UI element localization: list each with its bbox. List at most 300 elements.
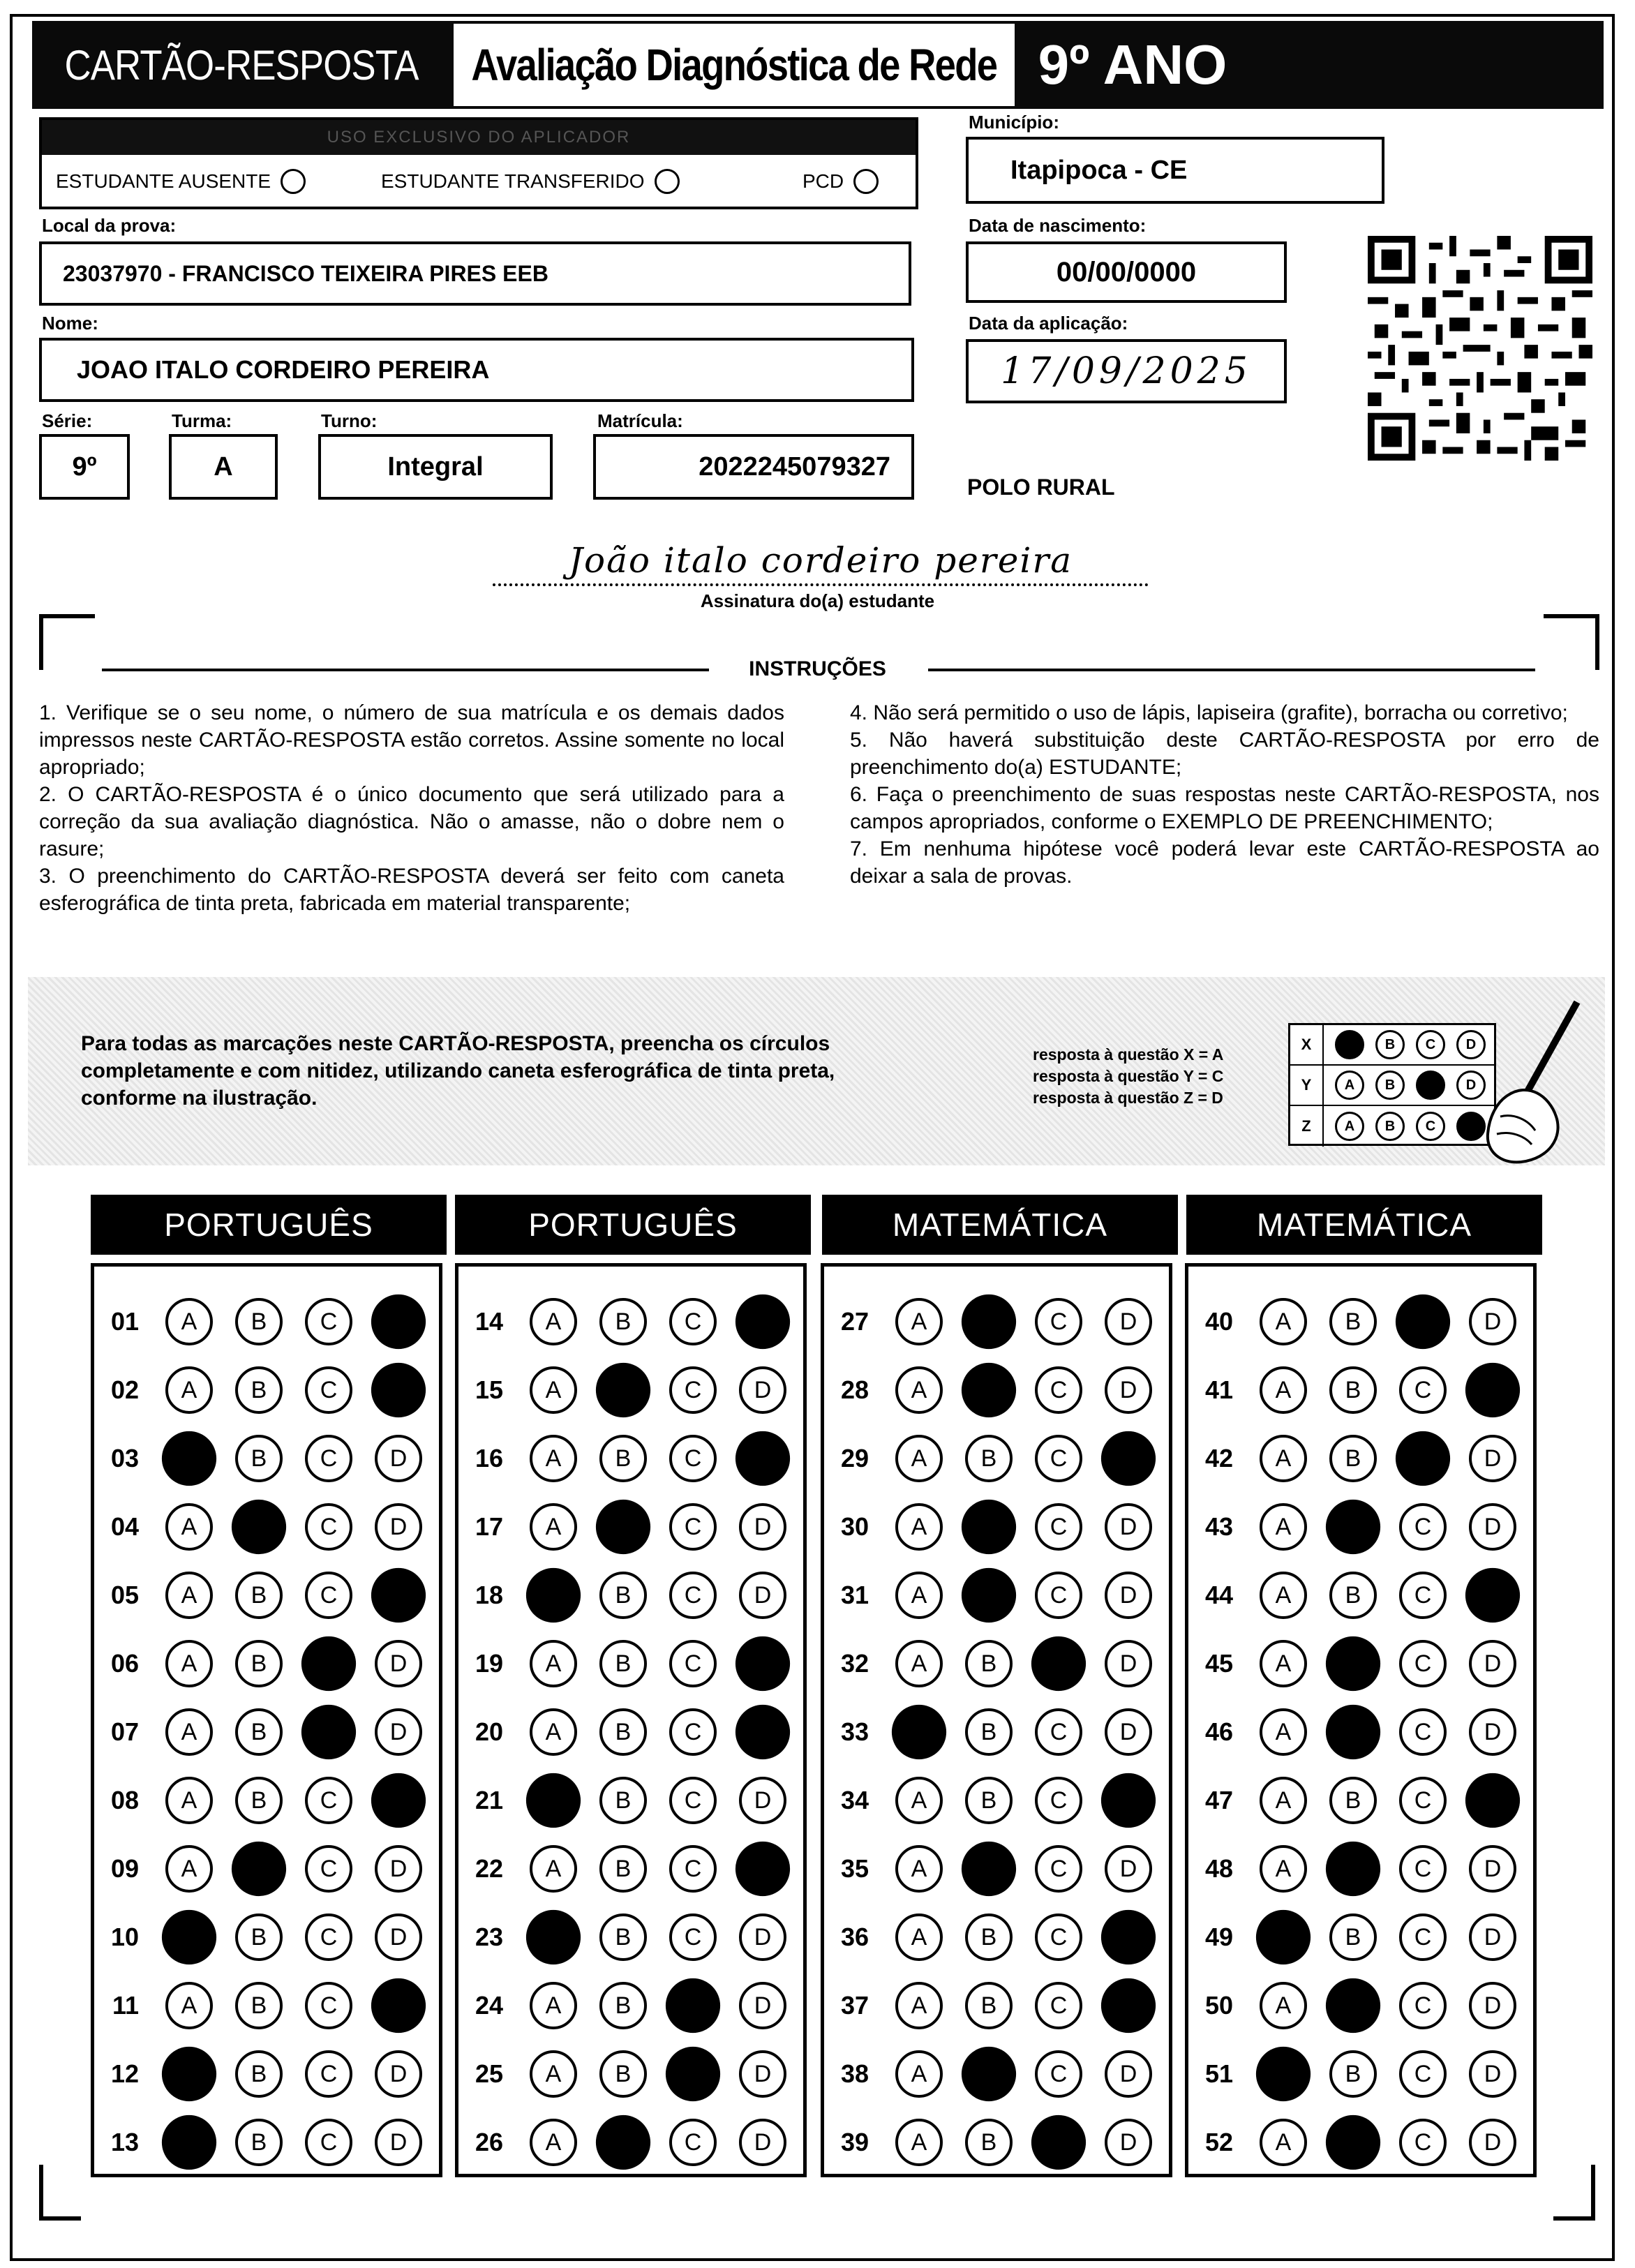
answer-bubble-a[interactable]: A bbox=[165, 1777, 213, 1824]
answer-bubble-c[interactable]: C bbox=[305, 1845, 352, 1893]
answer-bubble-c[interactable]: C bbox=[1399, 1503, 1447, 1551]
answer-bubble-b[interactable]: B bbox=[1329, 2050, 1377, 2098]
answer-bubble-b[interactable]: B bbox=[962, 1500, 1016, 1554]
question-number: 33 bbox=[840, 1717, 869, 1746]
answer-bubble-a[interactable]: A bbox=[1260, 1298, 1307, 1345]
answer-bubble-d[interactable]: D bbox=[1105, 1298, 1152, 1345]
absent-radio[interactable] bbox=[281, 169, 306, 194]
answer-bubble-d[interactable]: D bbox=[1469, 1708, 1516, 1756]
nome-field: JOAO ITALO CORDEIRO PEREIRA bbox=[39, 338, 914, 402]
answer-bubble-c[interactable]: C bbox=[1035, 1845, 1082, 1893]
question-number: 41 bbox=[1204, 1375, 1233, 1404]
answer-bubble-c[interactable]: C bbox=[666, 2047, 720, 2101]
answer-bubble-c[interactable]: C bbox=[669, 1777, 717, 1824]
answer-bubble-d[interactable]: D bbox=[371, 1363, 426, 1417]
answer-bubble-a[interactable]: A bbox=[530, 1640, 577, 1687]
question-number: 13 bbox=[110, 2128, 139, 2156]
answer-bubble-d[interactable]: D bbox=[1105, 1503, 1152, 1551]
answer-bubble-d[interactable]: D bbox=[371, 1295, 426, 1349]
question-number: 21 bbox=[475, 1786, 503, 1814]
answer-bubble-c[interactable]: C bbox=[1396, 1431, 1450, 1486]
question-number: 03 bbox=[110, 1444, 139, 1472]
answer-bubble-c[interactable]: C bbox=[669, 1708, 717, 1756]
example-bubble-c: C bbox=[1416, 1070, 1445, 1100]
question-row bbox=[94, 1903, 439, 1971]
answer-bubble-c[interactable]: C bbox=[305, 2119, 352, 2166]
answer-bubble-b[interactable]: B bbox=[1329, 1777, 1377, 1824]
answer-bubble-a[interactable]: A bbox=[165, 1503, 213, 1551]
municipio-field: Itapipoca - CE bbox=[966, 137, 1384, 204]
question-number: 06 bbox=[110, 1649, 139, 1678]
answer-bubble-c[interactable]: C bbox=[1396, 1295, 1450, 1349]
answer-bubble-a[interactable]: A bbox=[530, 1708, 577, 1756]
answer-bubble-a[interactable]: A bbox=[526, 1910, 581, 1964]
answer-bubble-c[interactable]: C bbox=[1031, 2115, 1086, 2170]
signature-line[interactable] bbox=[493, 530, 1149, 586]
absent-option[interactable] bbox=[56, 169, 306, 194]
question-number: 05 bbox=[110, 1581, 139, 1609]
answer-bubble-b[interactable]: B bbox=[1329, 1572, 1377, 1619]
instructions-title: INSTRUÇÕES bbox=[749, 657, 886, 680]
answer-bubble-b[interactable]: B bbox=[1326, 2115, 1380, 2170]
answer-bubble-b[interactable]: B bbox=[965, 2119, 1013, 2166]
question-number: 52 bbox=[1204, 2128, 1233, 2156]
answer-bubble-b[interactable]: B bbox=[1329, 1913, 1377, 1961]
answer-bubble-c[interactable]: C bbox=[1399, 1708, 1447, 1756]
answer-bubble-d[interactable]: D bbox=[1101, 1910, 1156, 1964]
section-header-1: PORTUGUÊS bbox=[91, 1195, 447, 1255]
answer-bubble-b[interactable]: B bbox=[235, 1366, 283, 1414]
example-grid bbox=[1288, 1023, 1496, 1146]
question-row bbox=[458, 1288, 803, 1356]
exam-title-text: Avaliação Diagnóstica de Rede bbox=[471, 40, 997, 90]
answer-bubble-c[interactable]: C bbox=[1399, 1572, 1447, 1619]
answer-bubble-a[interactable]: A bbox=[1260, 1708, 1307, 1756]
answer-bubble-b[interactable]: B bbox=[1326, 1500, 1380, 1554]
question-row bbox=[458, 1835, 803, 1903]
serie-label: Série: bbox=[42, 410, 93, 431]
answer-bubble-c[interactable]: C bbox=[1035, 1777, 1082, 1824]
question-row bbox=[458, 1971, 803, 2040]
answer-bubble-c[interactable]: C bbox=[1035, 1913, 1082, 1961]
answer-bubble-d[interactable]: D bbox=[1469, 1913, 1516, 1961]
section-answers-1 bbox=[91, 1263, 442, 2177]
answer-bubble-d[interactable]: D bbox=[739, 2119, 786, 2166]
bracket-bottom-left bbox=[39, 2165, 81, 2221]
answer-bubble-a[interactable]: A bbox=[895, 1845, 943, 1893]
answer-bubble-b[interactable]: B bbox=[965, 1640, 1013, 1687]
question-row bbox=[824, 2040, 1169, 2108]
answer-bubble-a[interactable]: A bbox=[162, 2115, 216, 2170]
answer-bubble-c[interactable]: C bbox=[1399, 1777, 1447, 1824]
answer-bubble-c[interactable]: C bbox=[1035, 1503, 1082, 1551]
answer-bubble-c[interactable]: C bbox=[305, 1572, 352, 1619]
answer-bubble-b[interactable]: B bbox=[599, 2050, 647, 2098]
answer-bubble-a[interactable]: A bbox=[895, 2050, 943, 2098]
question-number: 45 bbox=[1204, 1649, 1233, 1678]
answer-bubble-d[interactable]: D bbox=[1465, 1568, 1520, 1622]
answer-bubble-d[interactable]: D bbox=[739, 1503, 786, 1551]
answer-bubble-c[interactable]: C bbox=[1035, 1435, 1082, 1482]
answer-bubble-d[interactable]: D bbox=[1105, 2050, 1152, 2098]
answer-bubble-c[interactable]: C bbox=[669, 1572, 717, 1619]
answer-bubble-a[interactable]: A bbox=[530, 1982, 577, 2029]
answer-bubble-a[interactable]: A bbox=[165, 1366, 213, 1414]
question-row bbox=[824, 1561, 1169, 1629]
question-row bbox=[1188, 1493, 1533, 1561]
answer-bubble-d[interactable]: D bbox=[739, 1913, 786, 1961]
answer-bubble-c[interactable]: C bbox=[305, 1913, 352, 1961]
answer-bubble-d[interactable]: D bbox=[736, 1705, 790, 1759]
answer-bubble-a[interactable]: A bbox=[165, 1572, 213, 1619]
question-row bbox=[1188, 1288, 1533, 1356]
answer-bubble-c[interactable]: C bbox=[1399, 1913, 1447, 1961]
answer-bubble-c[interactable]: C bbox=[305, 1777, 352, 1824]
answer-bubble-b[interactable]: B bbox=[962, 1295, 1016, 1349]
answer-bubble-d[interactable]: D bbox=[736, 1842, 790, 1896]
question-row bbox=[824, 1835, 1169, 1903]
question-row bbox=[824, 1629, 1169, 1698]
answer-bubble-d[interactable]: D bbox=[1469, 1640, 1516, 1687]
example-bubble-a: A bbox=[1335, 1112, 1364, 1141]
answer-bubble-b[interactable]: B bbox=[965, 1435, 1013, 1482]
answer-bubble-b[interactable]: B bbox=[235, 1298, 283, 1345]
answer-bubble-d[interactable]: D bbox=[739, 1777, 786, 1824]
answer-bubble-a[interactable]: A bbox=[1260, 1640, 1307, 1687]
answer-bubble-c[interactable]: C bbox=[1035, 1366, 1082, 1414]
answer-bubble-c[interactable]: C bbox=[305, 1298, 352, 1345]
answer-bubble-d[interactable]: D bbox=[1105, 1708, 1152, 1756]
answer-bubble-a[interactable]: A bbox=[895, 1572, 943, 1619]
answer-bubble-a[interactable]: A bbox=[895, 1982, 943, 2029]
absent-label: ESTUDANTE AUSENTE bbox=[56, 170, 271, 192]
question-number: 34 bbox=[840, 1786, 869, 1814]
answer-bubble-d[interactable]: D bbox=[1101, 1431, 1156, 1486]
question-row bbox=[1188, 1903, 1533, 1971]
answer-bubble-a[interactable]: A bbox=[895, 1366, 943, 1414]
section-header-2: PORTUGUÊS bbox=[455, 1195, 811, 1255]
answer-bubble-a[interactable]: A bbox=[1260, 1845, 1307, 1893]
question-row bbox=[94, 2108, 439, 2177]
answer-bubble-a[interactable]: A bbox=[892, 1705, 946, 1759]
answer-bubble-b[interactable]: B bbox=[599, 1572, 647, 1619]
polo-label: POLO RURAL bbox=[967, 475, 1115, 500]
answer-bubble-c[interactable]: C bbox=[666, 1978, 720, 2033]
answer-bubble-b[interactable]: B bbox=[1329, 1366, 1377, 1414]
answer-bubble-c[interactable]: C bbox=[669, 1298, 717, 1345]
answer-bubble-a[interactable]: A bbox=[1260, 1777, 1307, 1824]
pcd-option[interactable] bbox=[802, 169, 879, 194]
answer-bubble-a[interactable]: A bbox=[895, 1435, 943, 1482]
answer-bubble-b[interactable]: B bbox=[596, 1500, 650, 1554]
pcd-radio[interactable] bbox=[853, 169, 879, 194]
question-number: 23 bbox=[475, 1923, 503, 1951]
answer-bubble-b[interactable]: B bbox=[962, 1842, 1016, 1896]
section-header-4: MATEMÁTICA bbox=[1186, 1195, 1542, 1255]
answer-bubble-b[interactable]: B bbox=[235, 1913, 283, 1961]
answer-bubble-a[interactable]: A bbox=[526, 1568, 581, 1622]
answer-bubble-b[interactable]: B bbox=[1326, 1978, 1380, 2033]
answer-bubble-a[interactable]: A bbox=[530, 1435, 577, 1482]
answer-bubble-c[interactable]: C bbox=[305, 1503, 352, 1551]
answer-bubble-b[interactable]: B bbox=[962, 1363, 1016, 1417]
answer-bubble-c[interactable]: C bbox=[1399, 1845, 1447, 1893]
answer-bubble-a[interactable]: A bbox=[530, 1366, 577, 1414]
question-number: 44 bbox=[1204, 1581, 1233, 1609]
municipio-label: Município: bbox=[969, 112, 1059, 133]
question-number: 10 bbox=[110, 1923, 139, 1951]
example-bubble-b: B bbox=[1375, 1030, 1405, 1059]
answer-bubble-a[interactable]: A bbox=[1260, 1435, 1307, 1482]
answer-bubble-d[interactable]: D bbox=[1469, 1503, 1516, 1551]
answer-bubble-b[interactable]: B bbox=[1326, 1705, 1380, 1759]
answer-bubble-d[interactable]: D bbox=[1105, 1640, 1152, 1687]
question-number: 40 bbox=[1204, 1307, 1233, 1336]
answer-bubble-b[interactable]: B bbox=[235, 2050, 283, 2098]
question-row bbox=[1188, 1424, 1533, 1493]
answer-bubble-d[interactable]: D bbox=[1105, 1845, 1152, 1893]
question-number: 09 bbox=[110, 1854, 139, 1883]
answer-bubble-b[interactable]: B bbox=[965, 1708, 1013, 1756]
answer-bubble-a[interactable]: A bbox=[162, 2047, 216, 2101]
answer-bubble-a[interactable]: A bbox=[1260, 1982, 1307, 2029]
question-row bbox=[824, 1493, 1169, 1561]
answer-bubble-b[interactable]: B bbox=[596, 1363, 650, 1417]
answer-bubble-c[interactable]: C bbox=[669, 1435, 717, 1482]
question-row bbox=[1188, 1561, 1533, 1629]
answer-bubble-b[interactable]: B bbox=[599, 1298, 647, 1345]
answer-bubble-c[interactable]: C bbox=[669, 1845, 717, 1893]
answer-bubble-b[interactable]: B bbox=[962, 2047, 1016, 2101]
answer-bubble-d[interactable]: D bbox=[1101, 1773, 1156, 1828]
answer-bubble-d[interactable]: D bbox=[375, 1708, 422, 1756]
answer-bubble-b[interactable]: B bbox=[596, 2115, 650, 2170]
answer-bubble-b[interactable]: B bbox=[599, 1708, 647, 1756]
answer-bubble-c[interactable]: C bbox=[1035, 2050, 1082, 2098]
question-number: 15 bbox=[475, 1375, 503, 1404]
answer-bubble-a[interactable]: A bbox=[1260, 1503, 1307, 1551]
answer-bubble-d[interactable]: D bbox=[371, 1978, 426, 2033]
answer-bubble-a[interactable]: A bbox=[895, 1913, 943, 1961]
answer-bubble-b[interactable]: B bbox=[962, 1568, 1016, 1622]
answer-bubble-d[interactable]: D bbox=[1105, 1366, 1152, 1414]
answer-bubble-d[interactable]: D bbox=[1465, 1773, 1520, 1828]
answer-bubble-a[interactable]: A bbox=[526, 1773, 581, 1828]
question-row bbox=[824, 2108, 1169, 2177]
instruction-5: 5. Não haverá substituição deste CARTÃO-RESPOSTA por erro de preenchimento do(a) ESTUDANTE; bbox=[850, 729, 1599, 779]
example-bubble-b: B bbox=[1375, 1070, 1405, 1100]
question-row bbox=[94, 1971, 439, 2040]
answer-bubble-a[interactable]: A bbox=[1260, 1572, 1307, 1619]
answer-bubble-a[interactable]: A bbox=[895, 1503, 943, 1551]
answer-bubble-c[interactable]: C bbox=[669, 1640, 717, 1687]
question-number: 49 bbox=[1204, 1923, 1233, 1951]
instruction-2: 2. O CARTÃO-RESPOSTA é o único documento que será utilizado para a correção da sua avaliação diagnóstica. Não o amasse, não o dobre nem o rasure; bbox=[39, 783, 784, 860]
answer-bubble-c[interactable]: C bbox=[1399, 2119, 1447, 2166]
question-row bbox=[458, 2108, 803, 2177]
answer-bubble-d[interactable]: D bbox=[371, 1773, 426, 1828]
answer-bubble-d[interactable]: D bbox=[1105, 2119, 1152, 2166]
answer-bubble-a[interactable]: A bbox=[1260, 1366, 1307, 1414]
exam-title bbox=[451, 21, 1017, 109]
answer-bubble-c[interactable]: C bbox=[301, 1636, 356, 1691]
answer-bubble-b[interactable]: B bbox=[232, 1842, 286, 1896]
answer-bubble-d[interactable]: D bbox=[736, 1636, 790, 1691]
answer-bubble-a[interactable]: A bbox=[165, 1845, 213, 1893]
answer-bubble-d[interactable]: D bbox=[375, 1435, 422, 1482]
answer-bubble-b[interactable]: B bbox=[235, 1435, 283, 1482]
app-date-label: Data da aplicação: bbox=[969, 313, 1128, 334]
answer-bubble-a[interactable]: A bbox=[530, 2119, 577, 2166]
question-row bbox=[458, 1561, 803, 1629]
answer-bubble-b[interactable]: B bbox=[235, 1572, 283, 1619]
instruction-7: 7. Em nenhuma hipótese você poderá levar este CARTÃO-RESPOSTA ao deixar a sala de provas. bbox=[850, 837, 1599, 888]
question-row bbox=[1188, 1766, 1533, 1835]
turno-label: Turno: bbox=[321, 410, 378, 431]
answer-bubble-d[interactable]: D bbox=[375, 1503, 422, 1551]
signature-label: Assinatura do(a) estudante bbox=[700, 590, 935, 611]
question-row bbox=[824, 1903, 1169, 1971]
answer-bubble-c[interactable]: C bbox=[305, 1366, 352, 1414]
question-number: 51 bbox=[1204, 2059, 1233, 2088]
answer-bubble-d[interactable]: D bbox=[1469, 1298, 1516, 1345]
answer-bubble-d[interactable]: D bbox=[375, 2050, 422, 2098]
answer-bubble-a[interactable]: A bbox=[530, 1298, 577, 1345]
transferred-radio[interactable] bbox=[655, 169, 680, 194]
answer-bubble-d[interactable]: D bbox=[1469, 1435, 1516, 1482]
answer-bubble-c[interactable]: C bbox=[669, 1366, 717, 1414]
answer-bubble-a[interactable]: A bbox=[162, 1431, 216, 1486]
answer-bubble-d[interactable]: D bbox=[1469, 2119, 1516, 2166]
answer-bubble-b[interactable]: B bbox=[965, 1982, 1013, 2029]
answer-bubble-d[interactable]: D bbox=[736, 1431, 790, 1486]
question-row bbox=[458, 1424, 803, 1493]
answer-bubble-a[interactable]: A bbox=[1256, 1910, 1311, 1964]
answer-bubble-b[interactable]: B bbox=[599, 1640, 647, 1687]
answer-bubble-d[interactable]: D bbox=[739, 2050, 786, 2098]
answer-bubble-a[interactable]: A bbox=[895, 1298, 943, 1345]
answer-bubble-a[interactable]: A bbox=[530, 2050, 577, 2098]
answer-bubble-d[interactable]: D bbox=[375, 1913, 422, 1961]
answer-bubble-d[interactable]: D bbox=[739, 1366, 786, 1414]
question-number: 07 bbox=[110, 1717, 139, 1746]
answer-bubble-d[interactable]: D bbox=[1105, 1572, 1152, 1619]
pcd-label: PCD bbox=[802, 170, 844, 192]
question-row bbox=[1188, 1971, 1533, 2040]
answer-bubble-b[interactable]: B bbox=[232, 1500, 286, 1554]
answer-bubble-b[interactable]: B bbox=[599, 1435, 647, 1482]
answer-bubble-b[interactable]: B bbox=[599, 1845, 647, 1893]
matricula-label: Matrícula: bbox=[597, 410, 683, 431]
answer-bubble-a[interactable]: A bbox=[530, 1503, 577, 1551]
answer-bubble-a[interactable]: A bbox=[165, 1708, 213, 1756]
answer-bubble-c[interactable]: C bbox=[1035, 1982, 1082, 2029]
answer-bubble-b[interactable]: B bbox=[1326, 1636, 1380, 1691]
answer-bubble-c[interactable]: C bbox=[305, 1435, 352, 1482]
answer-bubble-c[interactable]: C bbox=[1035, 1298, 1082, 1345]
answer-bubble-b[interactable]: B bbox=[599, 1777, 647, 1824]
question-row bbox=[1188, 2108, 1533, 2177]
answer-bubble-c[interactable]: C bbox=[1035, 1572, 1082, 1619]
example-bubble-a: A bbox=[1335, 1070, 1364, 1100]
answer-bubble-c[interactable]: C bbox=[1399, 1640, 1447, 1687]
example-bubble-b: B bbox=[1375, 1112, 1405, 1141]
question-row bbox=[458, 1629, 803, 1698]
answer-bubble-d[interactable]: D bbox=[1469, 1982, 1516, 2029]
answer-bubble-b[interactable]: B bbox=[965, 1777, 1013, 1824]
answer-bubble-b[interactable]: B bbox=[235, 2119, 283, 2166]
answer-bubble-b[interactable]: B bbox=[235, 1708, 283, 1756]
answer-bubble-c[interactable]: C bbox=[669, 1913, 717, 1961]
answer-bubble-c[interactable]: C bbox=[305, 2050, 352, 2098]
answer-bubble-d[interactable]: D bbox=[1469, 2050, 1516, 2098]
answer-bubble-a[interactable]: A bbox=[165, 1982, 213, 2029]
answer-bubble-c[interactable]: C bbox=[669, 2119, 717, 2166]
answer-bubble-d[interactable]: D bbox=[736, 1295, 790, 1349]
question-number: 04 bbox=[110, 1512, 139, 1541]
answer-bubble-a[interactable]: A bbox=[165, 1298, 213, 1345]
answer-bubble-b[interactable]: B bbox=[1329, 1435, 1377, 1482]
answer-bubble-c[interactable]: C bbox=[1399, 2050, 1447, 2098]
answer-bubble-d[interactable]: D bbox=[375, 1845, 422, 1893]
answer-bubble-a[interactable]: A bbox=[895, 1777, 943, 1824]
answer-bubble-d[interactable]: D bbox=[1465, 1363, 1520, 1417]
answer-bubble-b[interactable]: B bbox=[599, 1913, 647, 1961]
answer-bubble-a[interactable]: A bbox=[162, 1910, 216, 1964]
answer-bubble-c[interactable]: C bbox=[1031, 1636, 1086, 1691]
answer-bubble-d[interactable]: D bbox=[739, 1572, 786, 1619]
answer-bubble-b[interactable]: B bbox=[235, 1777, 283, 1824]
serie-field: 9º bbox=[39, 434, 130, 500]
transferred-option[interactable] bbox=[381, 169, 680, 194]
question-number: 29 bbox=[840, 1444, 869, 1472]
question-number: 43 bbox=[1204, 1512, 1233, 1541]
answer-bubble-c[interactable]: C bbox=[305, 1982, 352, 2029]
question-row bbox=[458, 1356, 803, 1424]
question-row bbox=[824, 1424, 1169, 1493]
question-row bbox=[94, 1356, 439, 1424]
section-header-3: MATEMÁTICA bbox=[822, 1195, 1178, 1255]
answer-bubble-c[interactable]: C bbox=[1399, 1366, 1447, 1414]
answer-bubble-d[interactable]: D bbox=[375, 1640, 422, 1687]
question-number: 28 bbox=[840, 1375, 869, 1404]
nome-label: Nome: bbox=[42, 313, 98, 334]
answer-bubble-b[interactable]: B bbox=[235, 1640, 283, 1687]
answer-bubble-b[interactable]: B bbox=[599, 1982, 647, 2029]
answer-bubble-d[interactable]: D bbox=[1469, 1845, 1516, 1893]
answer-bubble-a[interactable]: A bbox=[165, 1640, 213, 1687]
answer-bubble-b[interactable]: B bbox=[965, 1913, 1013, 1961]
answer-bubble-c[interactable]: C bbox=[1399, 1982, 1447, 2029]
answer-bubble-d[interactable]: D bbox=[371, 1568, 426, 1622]
answer-bubble-c[interactable]: C bbox=[301, 1705, 356, 1759]
answer-bubble-d[interactable]: D bbox=[1101, 1978, 1156, 2033]
answer-bubble-a[interactable]: A bbox=[530, 1845, 577, 1893]
answer-bubble-a[interactable]: A bbox=[895, 2119, 943, 2166]
answer-bubble-c[interactable]: C bbox=[669, 1503, 717, 1551]
answer-bubble-d[interactable]: D bbox=[375, 2119, 422, 2166]
answer-bubble-b[interactable]: B bbox=[1329, 1298, 1377, 1345]
answer-bubble-a[interactable]: A bbox=[895, 1640, 943, 1687]
section-answers-2 bbox=[455, 1263, 807, 2177]
answer-bubble-a[interactable]: A bbox=[1260, 2119, 1307, 2166]
answer-bubble-d[interactable]: D bbox=[739, 1982, 786, 2029]
instruction-1: 1. Verifique se o seu nome, o número de sua matrícula e os demais dados impressos neste CARTÃO-RESPOSTA estão corretos. Assine somente no local apropriado; bbox=[39, 701, 784, 779]
answer-bubble-b[interactable]: B bbox=[1326, 1842, 1380, 1896]
answer-bubble-b[interactable]: B bbox=[235, 1982, 283, 2029]
answer-bubble-c[interactable]: C bbox=[1035, 1708, 1082, 1756]
answer-bubble-a[interactable]: A bbox=[1256, 2047, 1311, 2101]
